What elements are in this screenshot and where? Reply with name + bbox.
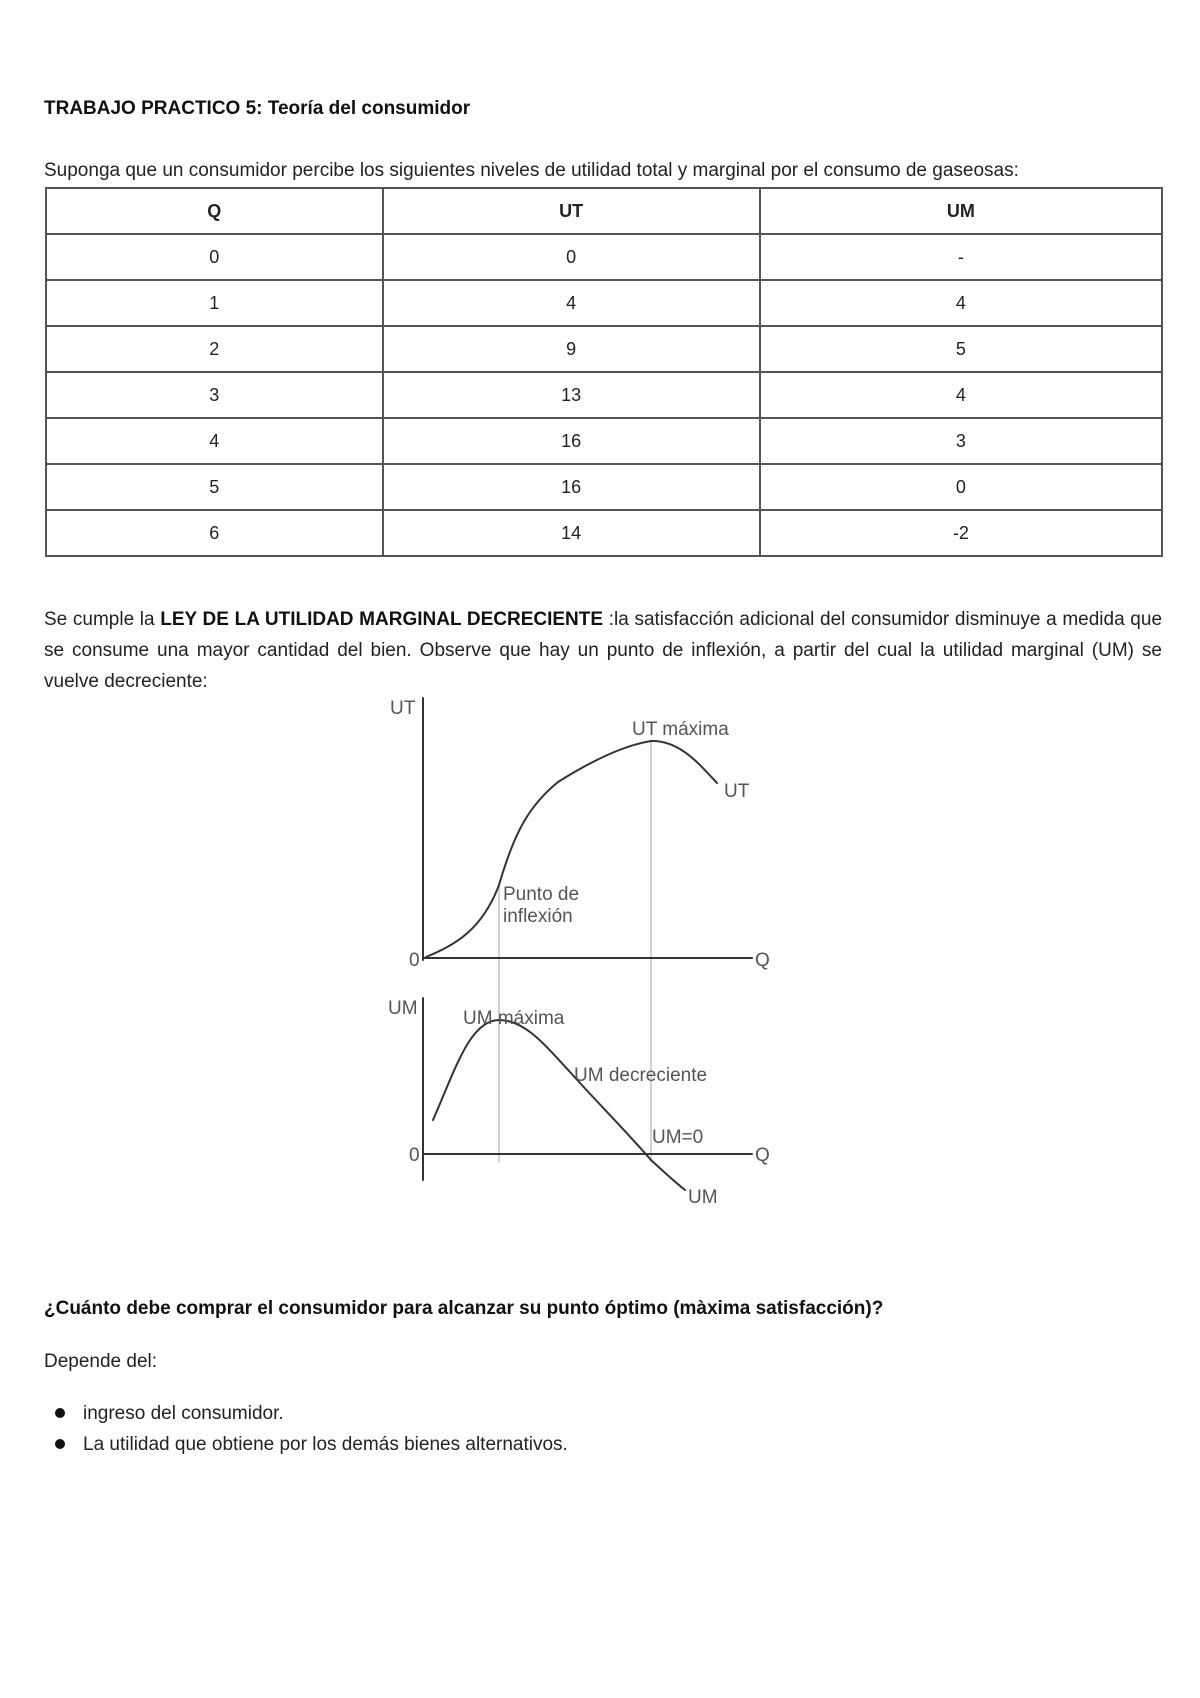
depends-text: Depende del: xyxy=(44,1351,158,1372)
um-axis-label: UM xyxy=(388,998,418,1019)
cell-ut: 16 xyxy=(383,418,760,464)
utility-diagram xyxy=(370,690,790,1210)
table-row xyxy=(46,372,1162,418)
table-row xyxy=(46,234,1162,280)
um-origin-label: 0 xyxy=(409,1145,420,1166)
cell-q: 0 xyxy=(46,234,383,280)
cell-um: 3 xyxy=(760,418,1162,464)
um-x-axis-label: Q xyxy=(755,1145,770,1166)
ut-max-label: UT máxima xyxy=(632,719,729,740)
cell-ut: 9 xyxy=(383,326,760,372)
ut-origin-label: 0 xyxy=(409,950,420,971)
cell-q: 4 xyxy=(46,418,383,464)
table-row xyxy=(46,418,1162,464)
factors-list xyxy=(44,1398,568,1460)
cell-um: 0 xyxy=(760,464,1162,510)
cell-ut: 16 xyxy=(383,464,760,510)
law-prefix: Se cumple la xyxy=(44,609,161,630)
table-row xyxy=(46,326,1162,372)
cell-um: 5 xyxy=(760,326,1162,372)
utility-table xyxy=(45,187,1163,557)
cell-ut: 4 xyxy=(383,280,760,326)
um-curve-label: UM xyxy=(688,1187,718,1208)
table-row xyxy=(46,510,1162,556)
inflection-label-line1: Punto de xyxy=(503,884,580,905)
table-header-row xyxy=(46,188,1162,234)
um-decreasing-label: UM decreciente xyxy=(574,1065,708,1086)
table-row xyxy=(46,464,1162,510)
cell-um: 4 xyxy=(760,280,1162,326)
cell-q: 3 xyxy=(46,372,383,418)
um-max-label: UM máxima xyxy=(463,1008,565,1029)
cell-ut: 13 xyxy=(383,372,760,418)
cell-q: 6 xyxy=(46,510,383,556)
ut-axis-label: UT xyxy=(390,698,416,719)
bullet-icon xyxy=(55,1439,65,1449)
document-title: TRABAJO PRACTICO 5: Teoría del consumidor xyxy=(44,98,471,119)
inflection-label-line2: inflexión xyxy=(503,906,573,927)
cell-q: 1 xyxy=(46,280,383,326)
cell-q: 5 xyxy=(46,464,383,510)
list-item xyxy=(44,1398,568,1429)
header-q: Q xyxy=(46,188,383,234)
intro-paragraph: Suponga que un consumidor percibe los siguientes niveles de utilidad total y marginal por el consumo de gaseosas: xyxy=(44,160,1019,181)
table-row xyxy=(46,280,1162,326)
header-ut: UT xyxy=(383,188,760,234)
list-item-text: ingreso del consumidor. xyxy=(83,1403,284,1424)
um-curve xyxy=(433,1020,685,1190)
list-item-text: La utilidad que obtiene por los demás bienes alternativos. xyxy=(83,1434,568,1455)
header-um: UM xyxy=(760,188,1162,234)
ut-x-axis-label: Q xyxy=(755,950,770,971)
cell-um: -2 xyxy=(760,510,1162,556)
list-item xyxy=(44,1429,568,1460)
law-text: :la satisfacción adicional del consumidor disminuye a medida que se consume una mayor cantidad del bien. Observe que hay un punto de inflexión, a partir del cual la utilidad marginal (UM) se vuelve decreciente: xyxy=(44,609,1163,692)
cell-um: - xyxy=(760,234,1162,280)
cell-q: 2 xyxy=(46,326,383,372)
question-heading: ¿Cuánto debe comprar el consumidor para alcanzar su punto óptimo (màxima satisfacción)? xyxy=(44,1298,884,1319)
ut-curve-label: UT xyxy=(724,781,750,802)
um-zero-label: UM=0 xyxy=(652,1127,704,1148)
law-paragraph xyxy=(44,604,1162,697)
cell-um: 4 xyxy=(760,372,1162,418)
law-name: LEY DE LA UTILIDAD MARGINAL DECRECIENTE xyxy=(160,609,604,630)
bullet-icon xyxy=(55,1408,65,1418)
cell-ut: 0 xyxy=(383,234,760,280)
cell-ut: 14 xyxy=(383,510,760,556)
